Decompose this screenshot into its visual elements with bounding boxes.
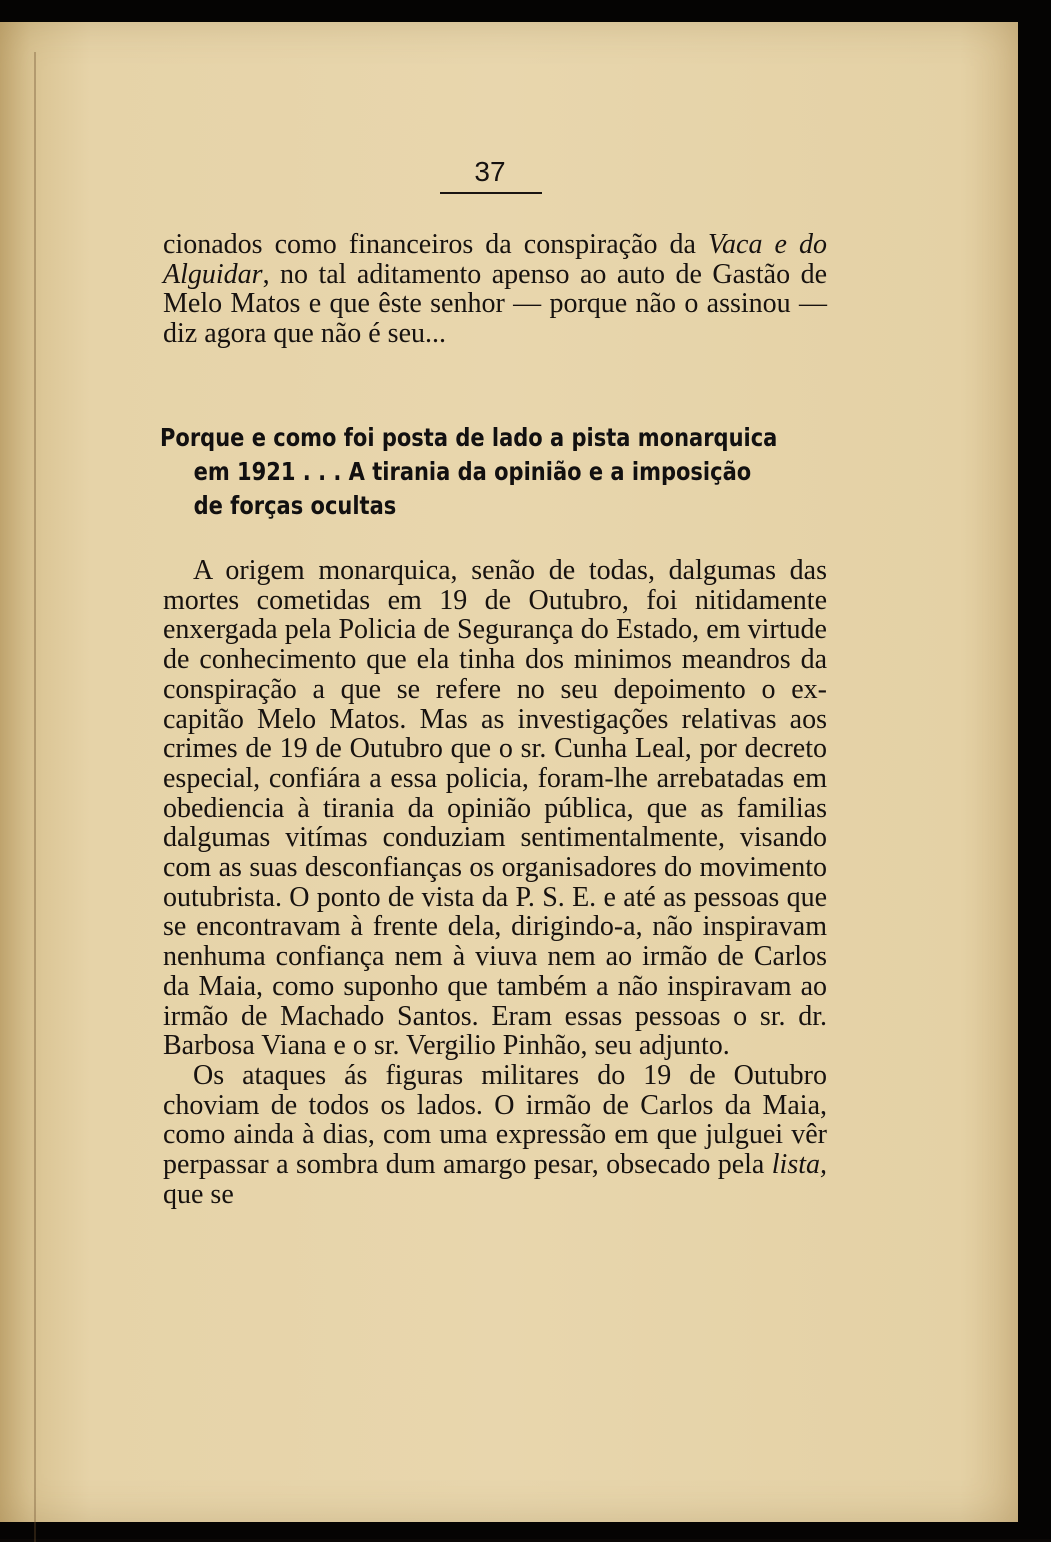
opening-text-start: cionados como financeiros da conspiração da	[163, 229, 709, 260]
body-text	[163, 556, 827, 1209]
page-number: 37	[474, 156, 506, 187]
italic-title: Vaca e do Alguidar	[163, 229, 827, 290]
heading-line-1: Porque e como foi posta de lado a pista monarquica	[160, 423, 778, 452]
binding-crease	[34, 52, 36, 1542]
body-paragraph-2-end: que se	[163, 1178, 234, 1210]
page-number-rule	[440, 192, 542, 194]
italic-word: lista,	[771, 1149, 827, 1181]
body-paragraph-2	[163, 1061, 827, 1210]
opening-text-end: , no tal aditamento apenso ao auto de Gastão de Melo Matos e que êste senhor — porque não o assinou — diz agora que não é seu...	[163, 258, 827, 350]
body-paragraph-1: A origem monarquica, senão de todas, dalgumas das mortes cometidas em 19 de Outubro, foi nitidamente enxergada pela Policia de Segurança do Estado, em virtude de conhecimento que ela tinha dos minimos meandros da conspiração a que se refere no seu depoimento o ex-capitão Melo Matos. Mas as investigações relativas aos crimes de 19 de Outubro que o sr. Cunha Leal, por decreto especial, confiára a essa policia, foram-lhe arrebatadas em obediencia à tirania da opinião pública, que as familias dalgumas vitímas conduziam sentimentalmente, visando com as suas desconfianças os organisadores do movimento outubrista. O ponto de vista da P. S. E. e até as pessoas que se encontravam à frente dela, dirigindo-a, não inspiravam nenhuma confiança nem à viuva nem ao irmão de Carlos da Maia, como suponho que também a não inspiravam ao irmão de Machado Santos. Eram essas pessoas o sr. dr. Barbosa Viana e o sr. Vergilio Pinhão, seu adjunto.	[163, 555, 827, 1062]
heading-line-3: de forças ocultas	[193, 491, 397, 520]
section-heading	[160, 421, 832, 523]
body-paragraph-2-start: Os ataques ás figuras militares do 19 de Outubro choviam de todos os lados. O irmão de Carlos da Maia, como ainda à dias, com uma expressão em que julguei vêr perpassar a sombra dum amargo pesar, obsecado pela	[163, 1059, 827, 1181]
opening-paragraph	[163, 230, 827, 349]
heading-line-2: em 1921 . . . A tirania da opinião e a imposição	[193, 457, 752, 486]
